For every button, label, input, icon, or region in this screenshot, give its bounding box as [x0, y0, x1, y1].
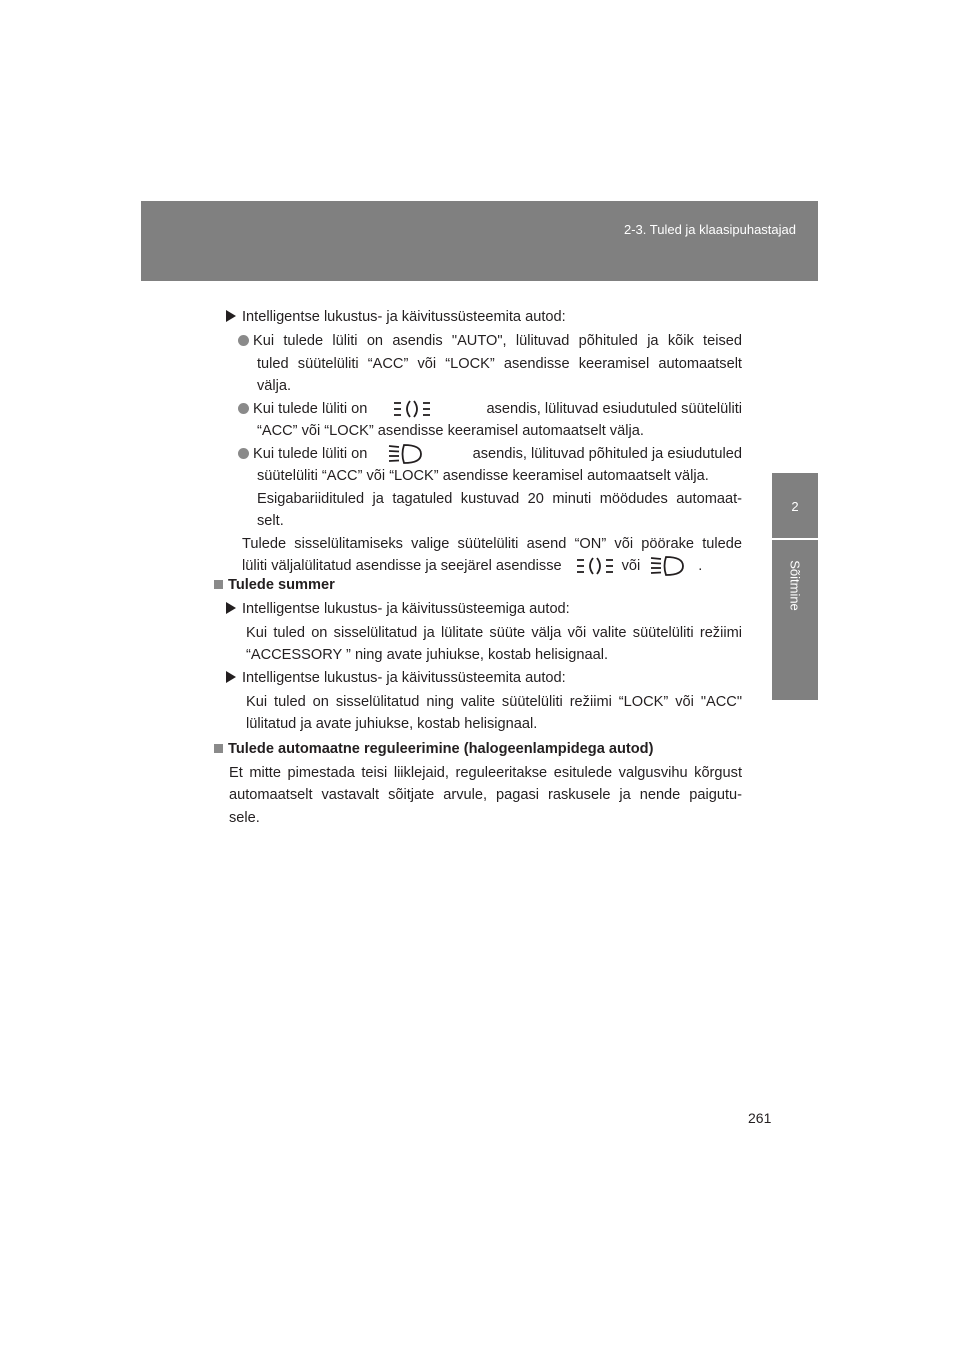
triangle-bullet-icon [226, 310, 236, 322]
square-bullet-icon [214, 580, 223, 589]
side-light-icon [576, 556, 614, 576]
square-bullet-icon [214, 744, 223, 753]
round-bullet-icon [238, 448, 249, 459]
section-heading: Tulede summer [214, 574, 335, 597]
round-bullet-icon [238, 335, 249, 346]
triangle-bullet-icon [226, 671, 236, 683]
subheading: Intelligentse lukustus- ja käivitussüsteemita autod: [226, 667, 566, 690]
paragraph: lüliti väljalülitatud asendisse ja seejärel asendisse või . [242, 555, 702, 578]
bullet-item: Kui tulede lüliti on asendis, lülituvad esiudutuled süütelüliti [238, 398, 742, 421]
section-header [141, 201, 818, 281]
subheading: Intelligentse lukustus- ja käivitussüsteemita autod: [226, 306, 566, 329]
section-heading: Tulede automaatne reguleerimine (halogeenlampidega autod) [214, 738, 653, 761]
section-title: 2-3. Tuled ja klaasipuhastajad [623, 222, 796, 237]
page-number: 261 [748, 1110, 772, 1126]
chapter-tab-number: 2 [772, 473, 818, 538]
headlight-icon [388, 443, 422, 465]
side-light-icon [393, 399, 431, 419]
bullet-item: Kui tulede lüliti on asendis "AUTO", lülituvad põhituled ja kõik teised [238, 330, 742, 353]
bullet-item: Kui tulede lüliti on asendis, lülituvad põhituled ja esiudutuled [238, 443, 742, 466]
chapter-tab-label: Sõitmine [787, 560, 803, 611]
headlight-icon [650, 555, 684, 577]
subheading: Intelligentse lukustus- ja käivitussüsteemiga autod: [226, 598, 570, 621]
paragraph: Tulede sisselülitamiseks valige süütelüliti asend “ON” või pöörake tulede [242, 536, 742, 552]
round-bullet-icon [238, 403, 249, 414]
triangle-bullet-icon [226, 602, 236, 614]
